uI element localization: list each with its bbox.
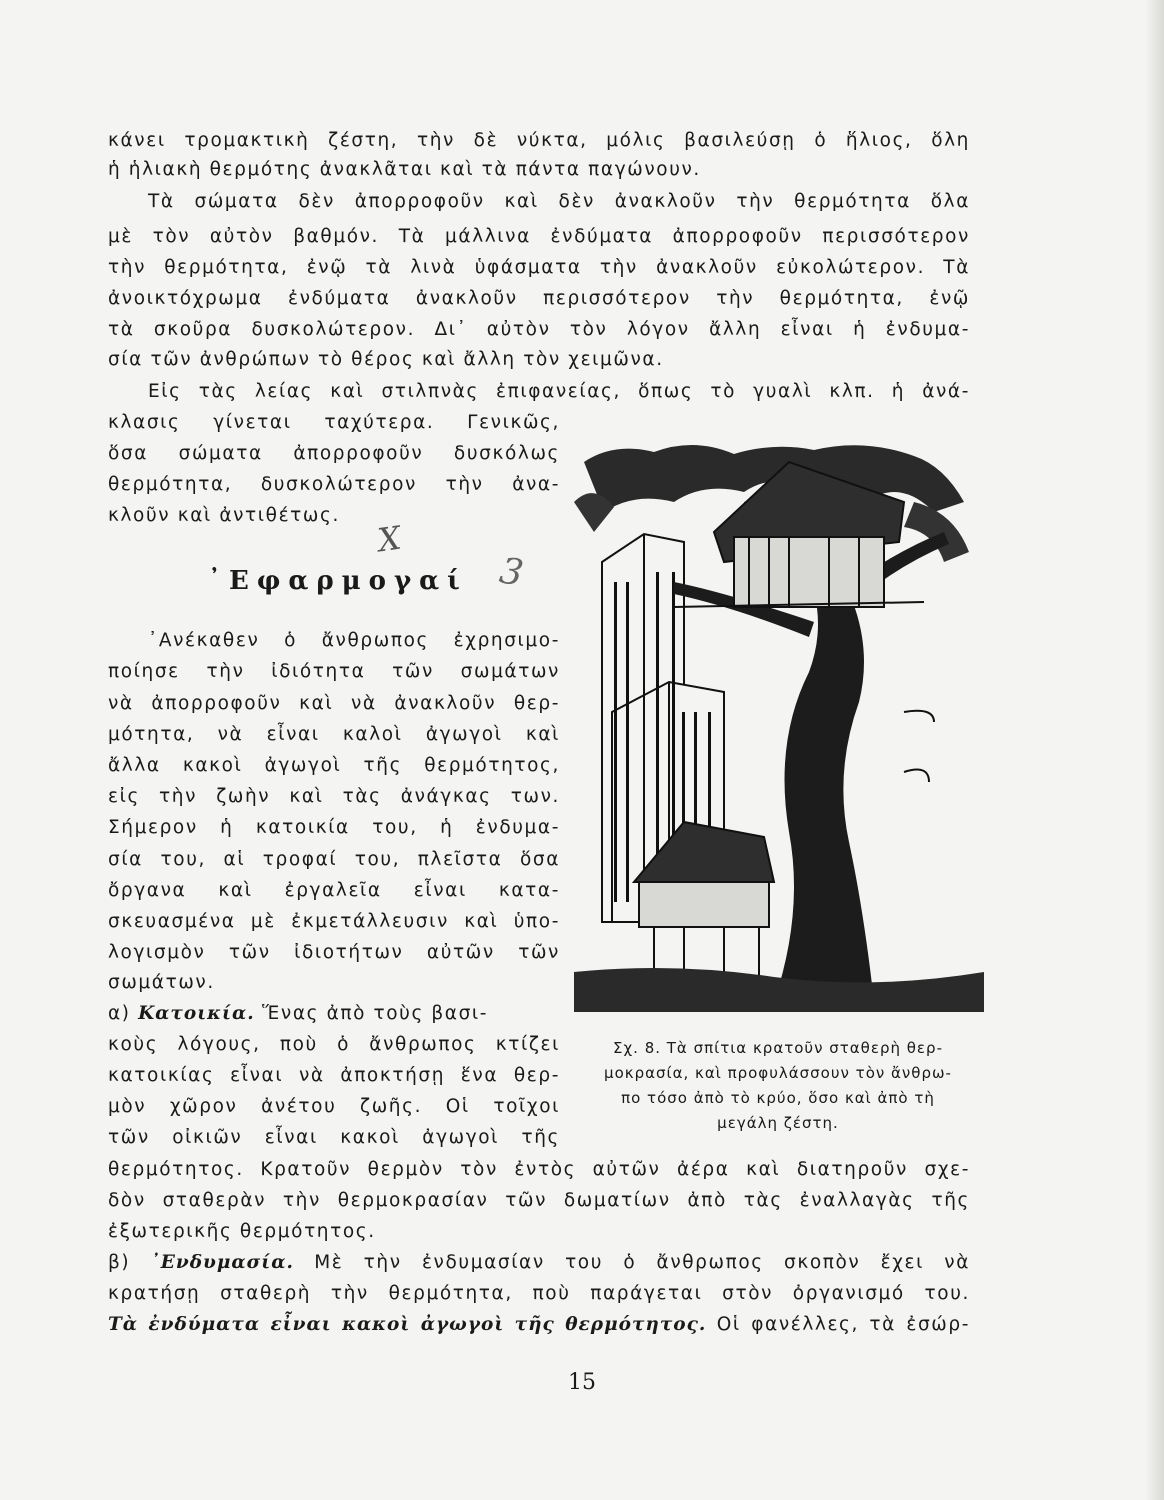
text-line: ὄργανα καὶ ἐργαλεῖα εἶναι κατα- [108, 880, 560, 901]
figure-caption-line: μοκρασία, καὶ προφυλάσσουν τὸν ἄνθρω- [604, 1064, 952, 1082]
text-line [108, 1250, 970, 1276]
text-run: Ἕνας ἀπὸ τοὺς βασι- [254, 1003, 489, 1024]
page-number: 15 [568, 1370, 596, 1395]
section-heading: ᾿Εφαρμογαί [208, 566, 468, 596]
text-line: Σήμερον ἡ κατοικία του, ἡ ἐνδυμα- [108, 817, 560, 838]
text-line: μὲ τὸν αὐτὸν βαθμόν. Τὰ μάλλινα ἐνδύματα ἀπορροφοῦν περισσότερον [108, 226, 970, 247]
text-line: τὰ σκοῦρα δυσκολώτερον. Δι᾿ αὐτὸν τὸν λόγον ἄλλη εἶναι ἡ ἐνδυμα- [108, 319, 970, 340]
text-line: κοὺς λόγους, ποὺ ὁ ἄνθρωπος κτίζει [108, 1034, 560, 1055]
text-line: μὸν χῶρον ἀνέτου ζωῆς. Οἱ τοῖχοι [108, 1096, 560, 1117]
handwritten-x-mark: X [375, 518, 404, 560]
text-line: εἰς τὴν ζωὴν καὶ τὰς ἀνάγκας των. [108, 786, 560, 807]
handwritten-3-mark: 3 [496, 550, 527, 595]
text-line: κατοικίας εἶναι νὰ ἀποκτήσῃ ἕνα θερ- [108, 1065, 560, 1086]
text-line: σία του, αἱ τροφαί του, πλεῖστα ὅσα [108, 849, 560, 870]
list-marker: β) [108, 1252, 151, 1273]
text-line: δὸν σταθερὰν τὴν θερμοκρασίαν τῶν δωματίων ἀπὸ τὰς ἐναλλαγὰς τῆς [108, 1190, 970, 1211]
text-line [108, 1001, 560, 1027]
text-line: κάνει τρομακτικὴ ζέστη, τὴν δὲ νύκτα, μόλις βασιλεύσῃ ὁ ἥλιος, ὅλη [108, 130, 970, 151]
text-line: τῶν οἰκιῶν εἶναι κακοὶ ἀγωγοὶ τῆς [108, 1127, 560, 1148]
text-line: ἄλλα κακοὶ ἀγωγοὶ τῆς θερμότητος, [108, 755, 560, 776]
text-line: Τὰ σώματα δὲν ἀπορροφοῦν καὶ δὲν ἀνακλοῦν τὴν θερμότητα ὅλα [148, 191, 970, 212]
text-line: σωμάτων. [108, 972, 215, 993]
text-line: Εἰς τὰς λείας καὶ στιλπνὰς ἐπιφανείας, ὅπως τὸ γυαλὶ κλπ. ἡ ἀνά- [148, 381, 970, 402]
text-line: λογισμὸν τῶν ἰδιοτήτων αὐτῶν τῶν [108, 942, 560, 963]
emphasis-term: ᾿Ενδυμασία. [150, 1252, 294, 1273]
text-line: κλασις γίνεται ταχύτερα. Γενικῶς, [108, 412, 560, 433]
text-line: θερμότητος. Κρατοῦν θερμὸν τὸν ἐντὸς αὐτῶν ἀέρα καὶ διατηροῦν σχε- [108, 1159, 970, 1180]
figure-caption-line: μεγάλη ζέστη. [717, 1114, 839, 1132]
text-line: θερμότητα, δυσκολώτερον τὴν ἀνα- [108, 474, 560, 495]
text-line: ἐξωτερικῆς θερμότητος. [108, 1221, 376, 1242]
page-edge-shadow [1145, 0, 1164, 1500]
text-line: σία τῶν ἀνθρώπων τὸ θέρος καὶ ἄλλη τὸν χειμῶνα. [108, 349, 664, 370]
text-line: ποίησε τὴν ἰδιότητα τῶν σωμάτων [108, 661, 560, 682]
list-marker: α) [108, 1003, 139, 1024]
text-run: Οἱ φανέλλες, τὰ ἐσώρ- [706, 1314, 970, 1335]
emphasis-sentence: Τὰ ἐνδύματα εἶναι κακοὶ ἀγωγοὶ τῆς θερμότητος. [108, 1314, 707, 1335]
text-line [108, 1312, 970, 1338]
text-line: ἡ ἡλιακὴ θερμότης ἀνακλᾶται καὶ τὰ πάντα παγώνουν. [108, 159, 701, 180]
figure-caption-line: πο τόσο ἀπὸ τὸ κρύο, ὅσο καὶ ἀπὸ τὴ [621, 1089, 935, 1107]
text-run: Μὲ τὴν ἐνδυμασίαν του ὁ ἄνθρωπος σκοπὸν ἔχει νὰ [293, 1252, 970, 1273]
figure-caption-line: Σχ. 8. Τὰ σπίτια κρατοῦν σταθερὴ θερ- [613, 1039, 943, 1057]
illustration-tree-house-skyscrapers [574, 442, 984, 1012]
text-line: τὴν θερμότητα, ἐνῷ τὰ λινὰ ὑφάσματα τὴν ἀνακλοῦν εὐκολώτερον. Τὰ [108, 257, 970, 278]
text-line: ἀνοικτόχρωμα ἐνδύματα ἀνακλοῦν περισσότερον τὴν θερμότητα, ἐνῷ [108, 288, 970, 309]
text-line: σκευασμένα μὲ ἐκμετάλλευσιν καὶ ὑπο- [108, 911, 560, 932]
text-line: κρατήσῃ σταθερὴ τὴν θερμότητα, ποὺ παράγεται στὸν ὀργανισμό του. [108, 1283, 970, 1304]
text-line: μότητα, νὰ εἶναι καλοὶ ἀγωγοὶ καὶ [108, 724, 560, 745]
emphasis-term: Κατοικία. [138, 1003, 255, 1024]
text-line: ᾿Ανέκαθεν ὁ ἄνθρωπος ἐχρησιμο- [148, 630, 560, 651]
text-line: νὰ ἀπορροφοῦν καὶ νὰ ἀνακλοῦν θερ- [108, 693, 560, 714]
text-line: κλοῦν καὶ ἀντιθέτως. [108, 505, 340, 526]
text-line: ὅσα σώματα ἀπορροφοῦν δυσκόλως [108, 443, 560, 464]
